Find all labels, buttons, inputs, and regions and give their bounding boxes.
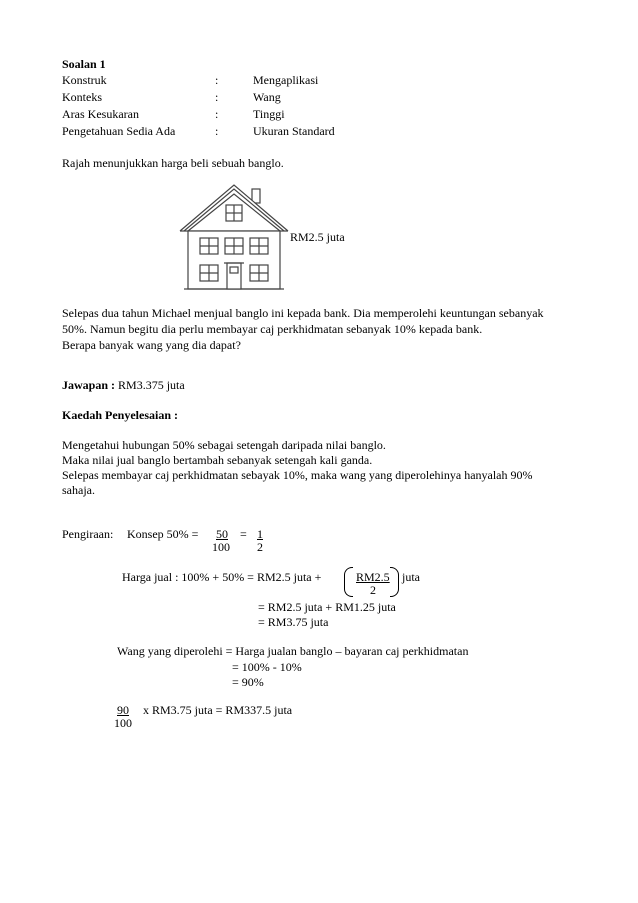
- method-line: Maka nilai jual banglo bertambah sebanyak setengah kali ganda.: [62, 453, 373, 467]
- meta-sep: :: [215, 73, 219, 87]
- house-icon: [178, 183, 290, 293]
- question-line: 50%. Namun begitu dia perlu membayar caj perkhidmatan sebanyak 10% kepada bank.: [62, 322, 483, 336]
- question-line: Berapa banyak wang yang dia dapat?: [62, 338, 241, 352]
- meta-value: Tinggi: [253, 107, 285, 121]
- harga-denominator: 2: [370, 583, 376, 597]
- right-paren: [390, 567, 399, 597]
- konsep-numerator-2: 1: [257, 527, 263, 541]
- final-numerator: 90: [117, 703, 129, 717]
- harga-line: = RM2.5 juta + RM1.25 juta: [258, 600, 396, 614]
- meta-value: Ukuran Standard: [253, 124, 335, 138]
- harga-text: Harga jual : 100% + 50% = RM2.5 juta +: [122, 570, 322, 584]
- meta-label: Pengetahuan Sedia Ada: [62, 124, 176, 138]
- method-line: sahaja.: [62, 483, 95, 497]
- harga-line: = RM3.75 juta: [258, 615, 329, 629]
- wang-line: = 100% - 10%: [232, 660, 302, 674]
- konsep-numerator: 50: [216, 527, 228, 541]
- final-denominator: 100: [114, 716, 132, 730]
- house-price-label: RM2.5 juta: [290, 230, 345, 244]
- meta-sep: :: [215, 124, 219, 138]
- harga-numerator: RM2.5: [356, 570, 390, 584]
- answer: [62, 378, 185, 392]
- method-line: Selepas membayar caj perkhidmatan sebayak 10%, maka wang yang diperolehinya hanyalah 90%: [62, 468, 533, 482]
- wang-text: Wang yang diperolehi = Harga jualan banglo – bayaran caj perkhidmatan: [117, 644, 469, 658]
- question-heading: Soalan 1: [62, 57, 106, 71]
- answer-label: Jawapan :: [62, 378, 116, 392]
- left-paren: [344, 567, 353, 597]
- method-title: Kaedah Penyelesaian :: [62, 408, 178, 422]
- question-line: Selepas dua tahun Michael menjual banglo ini kepada bank. Dia memperolehi keuntungan sebanyak: [62, 306, 544, 320]
- konsep-text: Konsep 50% =: [127, 527, 199, 541]
- meta-label: Konstruk: [62, 73, 107, 87]
- intro-text: Rajah menunjukkan harga beli sebuah banglo.: [62, 156, 284, 170]
- meta-sep: :: [215, 107, 219, 121]
- wang-line: = 90%: [232, 675, 264, 689]
- meta-value: Mengaplikasi: [253, 73, 319, 87]
- meta-value: Wang: [253, 90, 281, 104]
- method-line: Mengetahui hubungan 50% sebagai setengah daripada nilai banglo.: [62, 438, 386, 452]
- harga-unit: juta: [402, 570, 420, 584]
- meta-sep: :: [215, 90, 219, 104]
- meta-label: Konteks: [62, 90, 102, 104]
- konsep-equals: =: [240, 527, 247, 541]
- konsep-denominator-2: 2: [257, 540, 263, 554]
- konsep-denominator: 100: [212, 540, 230, 554]
- final-text: x RM3.75 juta = RM337.5 juta: [143, 703, 293, 717]
- answer-value: RM3.375 juta: [118, 378, 185, 392]
- meta-label: Aras Kesukaran: [62, 107, 139, 121]
- calc-label: Pengiraan:: [62, 527, 114, 541]
